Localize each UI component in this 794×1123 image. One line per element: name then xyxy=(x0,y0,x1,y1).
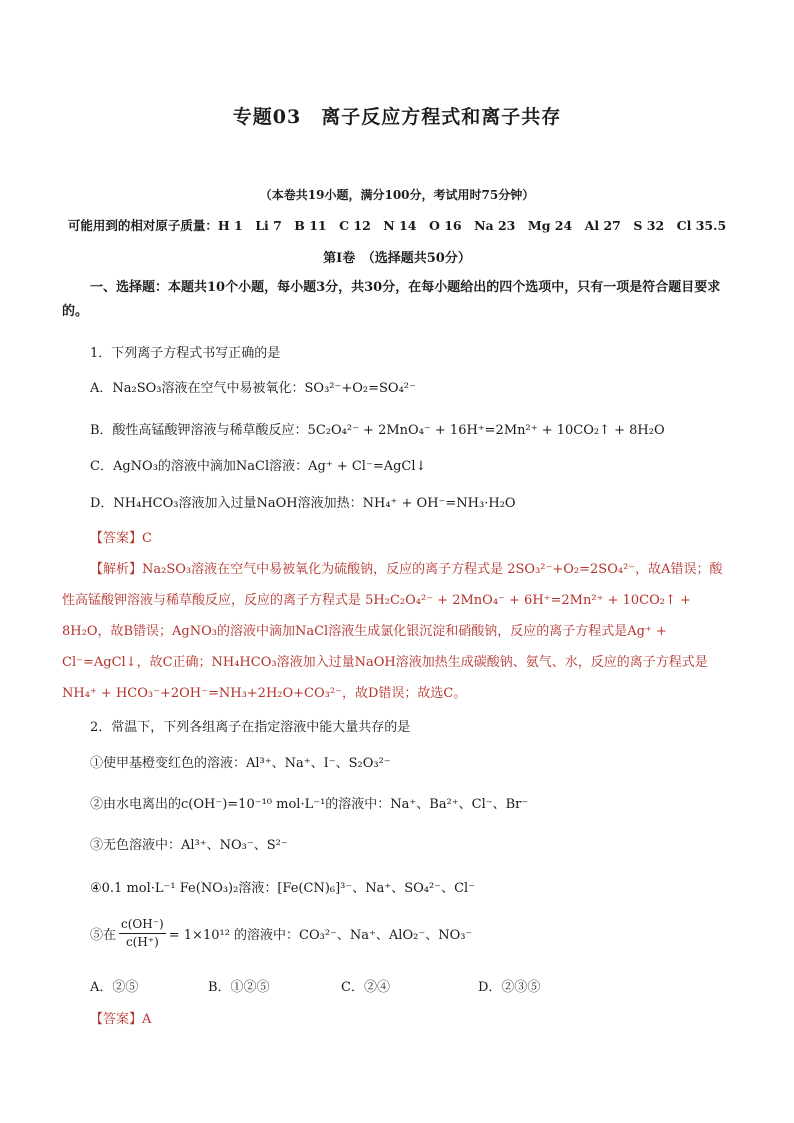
item5-prefix: ⑤在 xyxy=(90,928,117,943)
q2-choice-d: D．②③⑤ xyxy=(478,980,541,995)
q2-choice-b: B．①②⑤ xyxy=(208,980,270,995)
q2-item-5 xyxy=(90,916,472,951)
q2-choice-a: A．②⑤ xyxy=(90,980,139,995)
answer-label: 【答案】 xyxy=(90,531,143,546)
analysis-label: 【解析】 xyxy=(90,562,143,577)
q1-option-d: D．NH₄HCO₃溶液加入过量NaOH溶液加热：NH₄⁺ + OH⁻=NH₃·H₂O xyxy=(90,496,516,511)
q1-analysis xyxy=(62,554,734,709)
answer-value: C xyxy=(142,531,152,546)
question-1-stem: 1．下列离子方程式书写正确的是 xyxy=(90,346,281,361)
q2-choice-c: C．②④ xyxy=(341,980,390,995)
part-heading: 第Ⅰ卷 （选择题共50分） xyxy=(323,251,471,266)
q1-option-b: B．酸性高锰酸钾溶液与稀草酸反应：5C₂O₄²⁻ + 2MnO₄⁻ + 16H⁺=2Mn²⁺ + 10CO₂↑ + 8H₂O xyxy=(90,423,665,438)
q2-answer xyxy=(90,1008,151,1027)
analysis-text: Na₂SO₃溶液在空气中易被氧化为硫酸钠，反应的离子方程式是 2SO₃²⁻+O₂=2SO₄²⁻，故A错误；酸性高锰酸钾溶液与稀草酸反应，反应的离子方程式是 5H₂C₂O₄²⁻ + 2MnO₄⁻ + 6H⁺=2Mn²⁺ + 10CO₂↑ + 8H₂O，故B错误；AgNO₃的溶液中滴加NaCl溶液生成氯化银沉淀和硝酸钠，反应的离子方程式是Ag⁺ + Cl⁻=AgCl↓，故C正确；NH₄HCO₃溶液加入过量NaOH溶液加热生成碳酸钠、氨气、水，反应的离子方程式是NH₄⁺ + HCO₃⁻+2OH⁻=NH₃+2H₂O+CO₃²⁻，故D错误；故选C。 xyxy=(62,562,723,701)
answer-label: 【答案】 xyxy=(90,1012,143,1027)
q2-choices xyxy=(90,976,540,995)
question-2-stem: 2．常温下，下列各组离子在指定溶液中能大量共存的是 xyxy=(90,720,411,735)
exam-note: （本卷共19小题，满分100分，考试用时75分钟） xyxy=(259,188,535,202)
q1-answer xyxy=(90,527,152,546)
atomic-masses: 可能用到的相对原子质量：H 1 Li 7 B 11 C 12 N 14 O 16 Na 23 Mg 24 Al 27 S 32 Cl 35.5 xyxy=(67,218,727,233)
q2-item-3: ③无色溶液中：Al³⁺、NO₃⁻、S²⁻ xyxy=(90,838,288,853)
q2-item-2: ②由水电离出的c(OH⁻)=10⁻¹⁰ mol·L⁻¹的溶液中：Na⁺、Ba²⁺、Cl⁻、Br⁻ xyxy=(90,797,529,812)
q2-item-4: ④0.1 mol·L⁻¹ Fe(NO₃)₂溶液：[Fe(CN)₆]³⁻、Na⁺、SO₄²⁻、Cl⁻ xyxy=(90,881,476,896)
q1-option-a: A．Na₂SO₃溶液在空气中易被氧化：SO₃²⁻+O₂=SO₄²⁻ xyxy=(90,381,416,396)
section-instructions: 一、选择题：本题共10个小题，每小题3分，共30分，在每小题给出的四个选项中，只有一项是符合题目要求的。 xyxy=(62,280,721,319)
fraction-numerator: c(OH⁻) xyxy=(119,916,166,934)
q1-option-c: C．AgNO₃的溶液中滴加NaCl溶液：Ag⁺ + Cl⁻=AgCl↓ xyxy=(90,459,427,474)
item5-suffix: = 1×10¹² 的溶液中：CO₃²⁻、Na⁺、AlO₂⁻、NO₃⁻ xyxy=(168,928,473,943)
fraction-denominator: c(H⁺) xyxy=(125,935,159,949)
q2-item-1: ①使甲基橙变红色的溶液：Al³⁺、Na⁺、I⁻、S₂O₃²⁻ xyxy=(90,756,391,771)
ratio-fraction xyxy=(119,916,166,951)
answer-value: A xyxy=(142,1012,152,1027)
page-title: 专题03 离子反应方程式和离子共存 xyxy=(232,106,562,128)
